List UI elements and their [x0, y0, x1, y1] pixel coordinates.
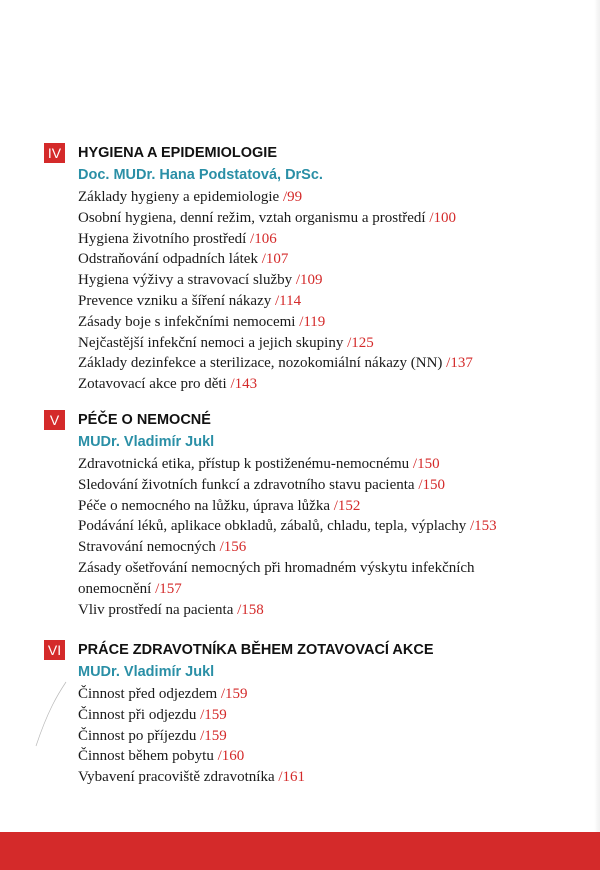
entry-list [78, 454, 497, 620]
toc-entry [78, 270, 473, 291]
entry-page-number: /100 [429, 209, 456, 226]
entry-page-number: /106 [250, 230, 277, 247]
entry-title: Vybavení pracoviště zdravotníka [78, 769, 275, 786]
entry-list [78, 187, 473, 395]
section-number-badge: VI [44, 640, 65, 660]
entry-title: Činnost před odjezdem [78, 686, 218, 702]
toc-entry [78, 229, 473, 250]
entry-title: Vliv prostředí na pacienta [78, 601, 234, 618]
toc-entry [78, 684, 305, 705]
toc-entry [78, 537, 497, 558]
entry-title: Stravování nemocných [78, 539, 216, 556]
entry-page-number: /159 [220, 686, 248, 702]
entry-title: Základy dezinfekce a sterilizace, nozokomiální nákazy (NN) [78, 355, 443, 372]
entry-page-number: /119 [299, 313, 326, 330]
entry-page-number: /161 [278, 769, 306, 786]
entry-title: Nejčastější infekční nemoci a jejich skupiny [78, 334, 344, 351]
pencil-mark-decoration [28, 680, 68, 750]
entry-page-number: /125 [347, 334, 374, 351]
page-edge-shadow [594, 0, 600, 832]
entry-title: Činnost po příjezdu [78, 727, 197, 744]
toc-entry [78, 726, 305, 747]
entry-page-number: /153 [469, 518, 497, 535]
entry-title: Činnost během pobytu [78, 748, 214, 765]
entry-page-number: /159 [200, 706, 227, 723]
entry-page-number: /152 [333, 497, 361, 514]
entry-list [78, 684, 305, 788]
entry-title: Zásady ošetřování nemocných při hromadném výskytu infekčních [78, 559, 475, 576]
entry-page-number: /160 [217, 748, 245, 765]
toc-entry [78, 705, 305, 726]
entry-page-number: /150 [412, 456, 440, 472]
toc-entry [78, 600, 497, 621]
toc-entry [78, 475, 497, 496]
entry-title: Zdravotnická etika, přístup k postiženému-nemocnému [78, 456, 410, 472]
toc-entry [78, 558, 497, 579]
toc-entry [78, 454, 497, 475]
toc-entry [78, 374, 473, 395]
entry-page-number: /114 [275, 292, 302, 309]
entry-page-number: /150 [418, 476, 445, 493]
section-title: PÉČE O NEMOCNÉ [78, 412, 211, 428]
toc-entry [78, 746, 305, 767]
entry-title: Základy hygieny a epidemiologie [78, 189, 280, 205]
entry-title: Zásady boje s infekčními nemocemi [78, 313, 296, 330]
section-number-badge: IV [44, 143, 65, 163]
entry-page-number: /109 [295, 272, 323, 289]
entry-title: Prevence vzniku a šíření nákazy [78, 292, 272, 309]
entry-page-number: /157 [155, 580, 182, 597]
toc-entry [78, 579, 497, 600]
toc-entry [78, 208, 473, 229]
entry-page-number: /143 [230, 376, 258, 393]
section-author: MUDr. Vladimír Jukl [78, 434, 215, 450]
section-author: MUDr. Vladimír Jukl [78, 664, 215, 680]
entry-title: Činnost při odjezdu [78, 706, 197, 723]
entry-title: onemocnění [78, 580, 152, 597]
toc-entry [78, 353, 473, 374]
entry-page-number: /99 [282, 189, 303, 205]
entry-title: Odstraňování odpadních látek [78, 251, 258, 268]
toc-entry [78, 767, 305, 788]
section-number-badge: V [44, 410, 65, 430]
entry-page-number: /107 [261, 251, 289, 268]
entry-title: Podávání léků, aplikace obkladů, zábalů, chladu, tepla, výplachy [78, 518, 467, 535]
toc-entry [78, 496, 497, 517]
section-title: HYGIENA A EPIDEMIOLOGIE [78, 145, 277, 161]
entry-title: Hygiena životního prostředí [78, 230, 247, 247]
entry-page-number: /156 [219, 539, 247, 556]
entry-title: Osobní hygiena, denní režim, vztah organismu a prostředí [78, 209, 426, 226]
toc-entry [78, 312, 473, 333]
section-author: Doc. MUDr. Hana Podstatová, DrSc. [78, 167, 323, 183]
entry-title: Péče o nemocného na lůžku, úprava lůžka [78, 497, 330, 514]
entry-page-number: /159 [200, 727, 227, 744]
toc-entry [78, 516, 497, 537]
entry-title: Zotavovací akce pro děti [78, 376, 227, 393]
entry-page-number: /158 [237, 601, 264, 618]
toc-entry [78, 187, 473, 208]
toc-entry [78, 291, 473, 312]
section-title: PRÁCE ZDRAVOTNÍKA BĚHEM ZOTAVOVACÍ AKCE [78, 642, 434, 658]
bottom-red-band [0, 832, 600, 870]
toc-entry [78, 333, 473, 354]
toc-entry [78, 249, 473, 270]
entry-title: Hygiena výživy a stravovací služby [78, 272, 293, 289]
entry-page-number: /137 [446, 355, 473, 372]
entry-title: Sledování životních funkcí a zdravotního stavu pacienta [78, 476, 415, 493]
